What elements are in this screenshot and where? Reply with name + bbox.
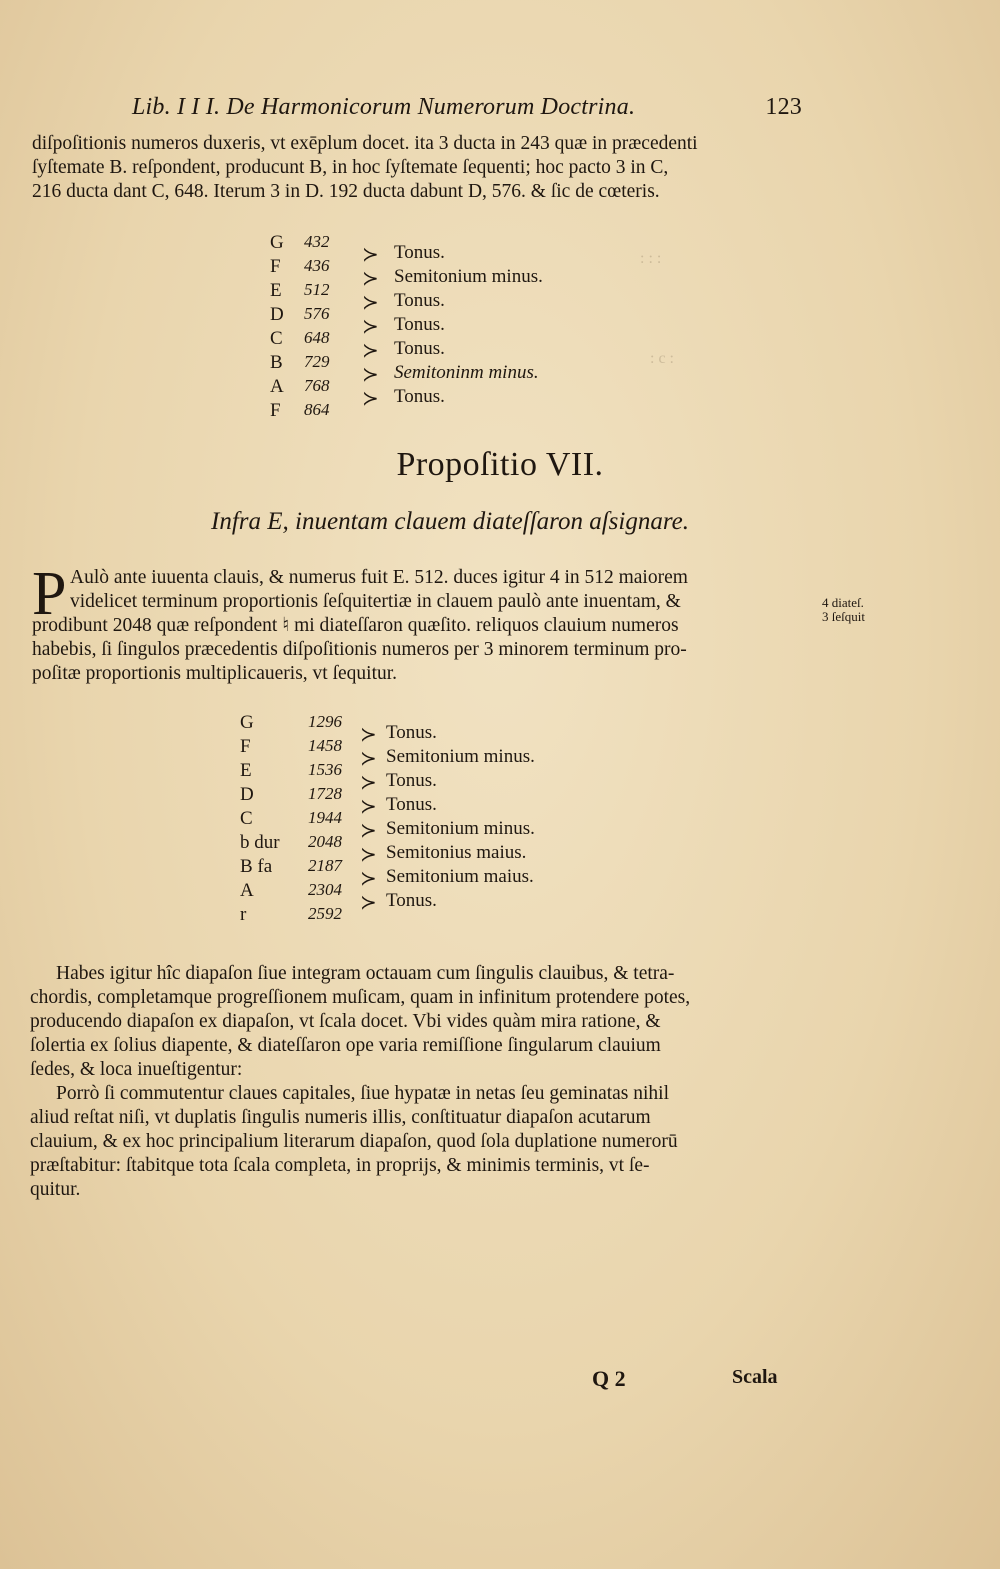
text-line: chordis, completamque progreſſionem muſicam, quam in infinitum protendere potes, xyxy=(30,987,691,1008)
clavis-number: 432 xyxy=(304,232,330,251)
clavis-number: 576 xyxy=(304,304,330,323)
page-number: 123 xyxy=(765,94,802,120)
interval-label: Semitonium minus. xyxy=(386,818,535,839)
text-line: prodibunt 2048 quæ reſpondent ♮ mi diateſſaron quæſito. reliquos clauium numeros xyxy=(32,615,679,636)
clavis-letter: r xyxy=(240,904,247,925)
clavis-letter: A xyxy=(270,376,284,397)
paragraph-conclusion xyxy=(30,962,814,1202)
brace-icon: ≻ xyxy=(362,316,379,338)
clavis-letter: E xyxy=(270,280,282,301)
clavis-number: 1458 xyxy=(308,736,342,755)
brace-icon: ≻ xyxy=(360,868,377,890)
text-line: poſitæ proportionis multiplicaueris, vt ſequitur. xyxy=(32,663,398,684)
text-line: ſolertia ex ſolius diapente, & diateſſaron ope varia remiſſione ſingularum clauium xyxy=(30,1035,661,1056)
brace-icon: ≻ xyxy=(360,820,377,842)
show-through: : c : xyxy=(650,350,674,367)
clavis-letter: C xyxy=(240,808,253,829)
text-line: ſedes, & loca inueſtigentur: xyxy=(30,1059,243,1080)
text-line: producendo diapaſon ex diapaſon, vt ſcala docet. Vbi vides quàm mira ratione, & xyxy=(30,1011,661,1032)
brace-icon: ≻ xyxy=(360,844,377,866)
interval-label: Tonus. xyxy=(386,890,437,911)
catchword: Scala xyxy=(732,1366,778,1388)
text-line: aliud reſtat niſi, vt duplatis ſingulis numeris illis, conſtituatur diapaſon acutarum xyxy=(30,1107,651,1128)
clavis-letter: C xyxy=(270,328,283,349)
show-through: : : : xyxy=(640,250,662,267)
text-line: 216 ducta dant C, 648. Iterum 3 in D. 192 ducta dabunt D, 576. & ſic de cœteris. xyxy=(32,181,660,202)
clavis-letter: E xyxy=(240,760,252,781)
clavis-letter: F xyxy=(270,256,281,277)
brace-icon: ≻ xyxy=(360,748,377,770)
text-line: clauium, & ex hoc principalium literarum diapaſon, quod ſola duplatione numerorū xyxy=(30,1131,678,1152)
clavis-letter: b dur xyxy=(240,832,280,853)
clavis-number: 864 xyxy=(304,400,330,419)
brace-icon: ≻ xyxy=(362,364,379,386)
interval-label: Semitonium minus. xyxy=(394,266,543,287)
clavis-letter: A xyxy=(240,880,254,901)
clavis-number: 1944 xyxy=(308,808,342,827)
interval-label: Semitonius maius. xyxy=(386,842,527,863)
text-line: videlicet terminum proportionis ſeſquitertiæ in clauem paulò ante inuentam, & xyxy=(70,591,681,612)
clavis-letter: D xyxy=(270,304,284,325)
clavis-number: 1728 xyxy=(308,784,342,803)
interval-table-1 xyxy=(270,232,610,432)
margin-note-number: 4 xyxy=(822,595,829,610)
clavis-letter: G xyxy=(270,232,284,253)
interval-label: Tonus. xyxy=(394,386,445,407)
proposition-title: Propoſitio VII. xyxy=(396,446,604,483)
brace-icon: ≻ xyxy=(362,388,379,410)
clavis-number: 2048 xyxy=(308,832,342,851)
interval-label: Tonus. xyxy=(394,290,445,311)
interval-table-2 xyxy=(240,712,600,932)
clavis-number: 1296 xyxy=(308,712,342,731)
margin-note-word: ſeſquit xyxy=(831,609,865,624)
brace-icon: ≻ xyxy=(362,292,379,314)
clavis-number: 2304 xyxy=(308,880,342,899)
interval-label: Semitoninm minus. xyxy=(394,362,539,383)
clavis-number: 1536 xyxy=(308,760,342,779)
interval-label: Tonus. xyxy=(394,338,445,359)
margin-note-word: diateſ. xyxy=(831,595,864,610)
clavis-letter: F xyxy=(270,400,281,421)
interval-label: Tonus. xyxy=(394,242,445,263)
text-line: diſpoſitionis numeros duxeris, vt exēplum docet. ita 3 ducta in 243 quæ in præcedenti xyxy=(32,133,698,154)
drop-capital: P xyxy=(32,560,67,628)
clavis-number: 436 xyxy=(304,256,330,275)
text-line: præſtabitur: ſtabitque tota ſcala completa, in proprijs, & minimis terminis, vt ſe- xyxy=(30,1155,650,1176)
proposition-subtitle: Infra E, inuentam clauem diateſſaron aſsignare. xyxy=(211,508,689,535)
text-line: Habes igitur hîc diapaſon ſiue integram octauam cum ſingulis clauibus, & tetra- xyxy=(56,963,675,984)
clavis-letter: G xyxy=(240,712,254,733)
interval-label: Tonus. xyxy=(386,794,437,815)
text-line: Porrò ſi commutentur claues capitales, ſiue hypatæ in netas ſeu geminatas nihil xyxy=(56,1083,670,1104)
brace-icon: ≻ xyxy=(360,724,377,746)
brace-icon: ≻ xyxy=(360,892,377,914)
brace-icon: ≻ xyxy=(362,340,379,362)
clavis-letter: B xyxy=(270,352,283,373)
clavis-number: 2187 xyxy=(308,856,342,875)
brace-icon: ≻ xyxy=(362,268,379,290)
clavis-letter: F xyxy=(240,736,251,757)
clavis-number: 729 xyxy=(304,352,330,371)
signature-mark: Q 2 xyxy=(592,1366,626,1391)
clavis-letter: D xyxy=(240,784,254,805)
brace-icon: ≻ xyxy=(360,772,377,794)
text-line: quitur. xyxy=(30,1179,81,1200)
clavis-number: 768 xyxy=(304,376,330,395)
interval-label: Tonus. xyxy=(386,770,437,791)
paragraph-intro xyxy=(32,132,820,204)
interval-label: Tonus. xyxy=(386,722,437,743)
paragraph-proposition xyxy=(32,560,812,686)
running-header xyxy=(132,94,802,121)
margin-note xyxy=(822,596,865,624)
clavis-letter: B fa xyxy=(240,856,273,877)
clavis-number: 648 xyxy=(304,328,330,347)
text-line: ſyſtemate B. reſpondent, producunt B, in hoc ſyſtemate ſequenti; hoc pacto 3 in C, xyxy=(32,157,669,178)
interval-label: Tonus. xyxy=(394,314,445,335)
running-title: Lib. I I I. De Harmonicorum Numerorum Doctrina. xyxy=(132,94,636,120)
text-line: habebis, ſi ſingulos præcedentis diſpoſitionis numeros per 3 minorem terminum pro- xyxy=(32,639,687,660)
brace-icon: ≻ xyxy=(362,244,379,266)
text-line: Aulò ante iuuenta clauis, & numerus fuit E. 512. duces igitur 4 in 512 maiorem xyxy=(70,567,688,588)
interval-label: Semitonium maius. xyxy=(386,866,534,887)
clavis-number: 2592 xyxy=(308,904,342,923)
brace-icon: ≻ xyxy=(360,796,377,818)
clavis-number: 512 xyxy=(304,280,330,299)
interval-label: Semitonium minus. xyxy=(386,746,535,767)
margin-note-number: 3 xyxy=(822,609,829,624)
